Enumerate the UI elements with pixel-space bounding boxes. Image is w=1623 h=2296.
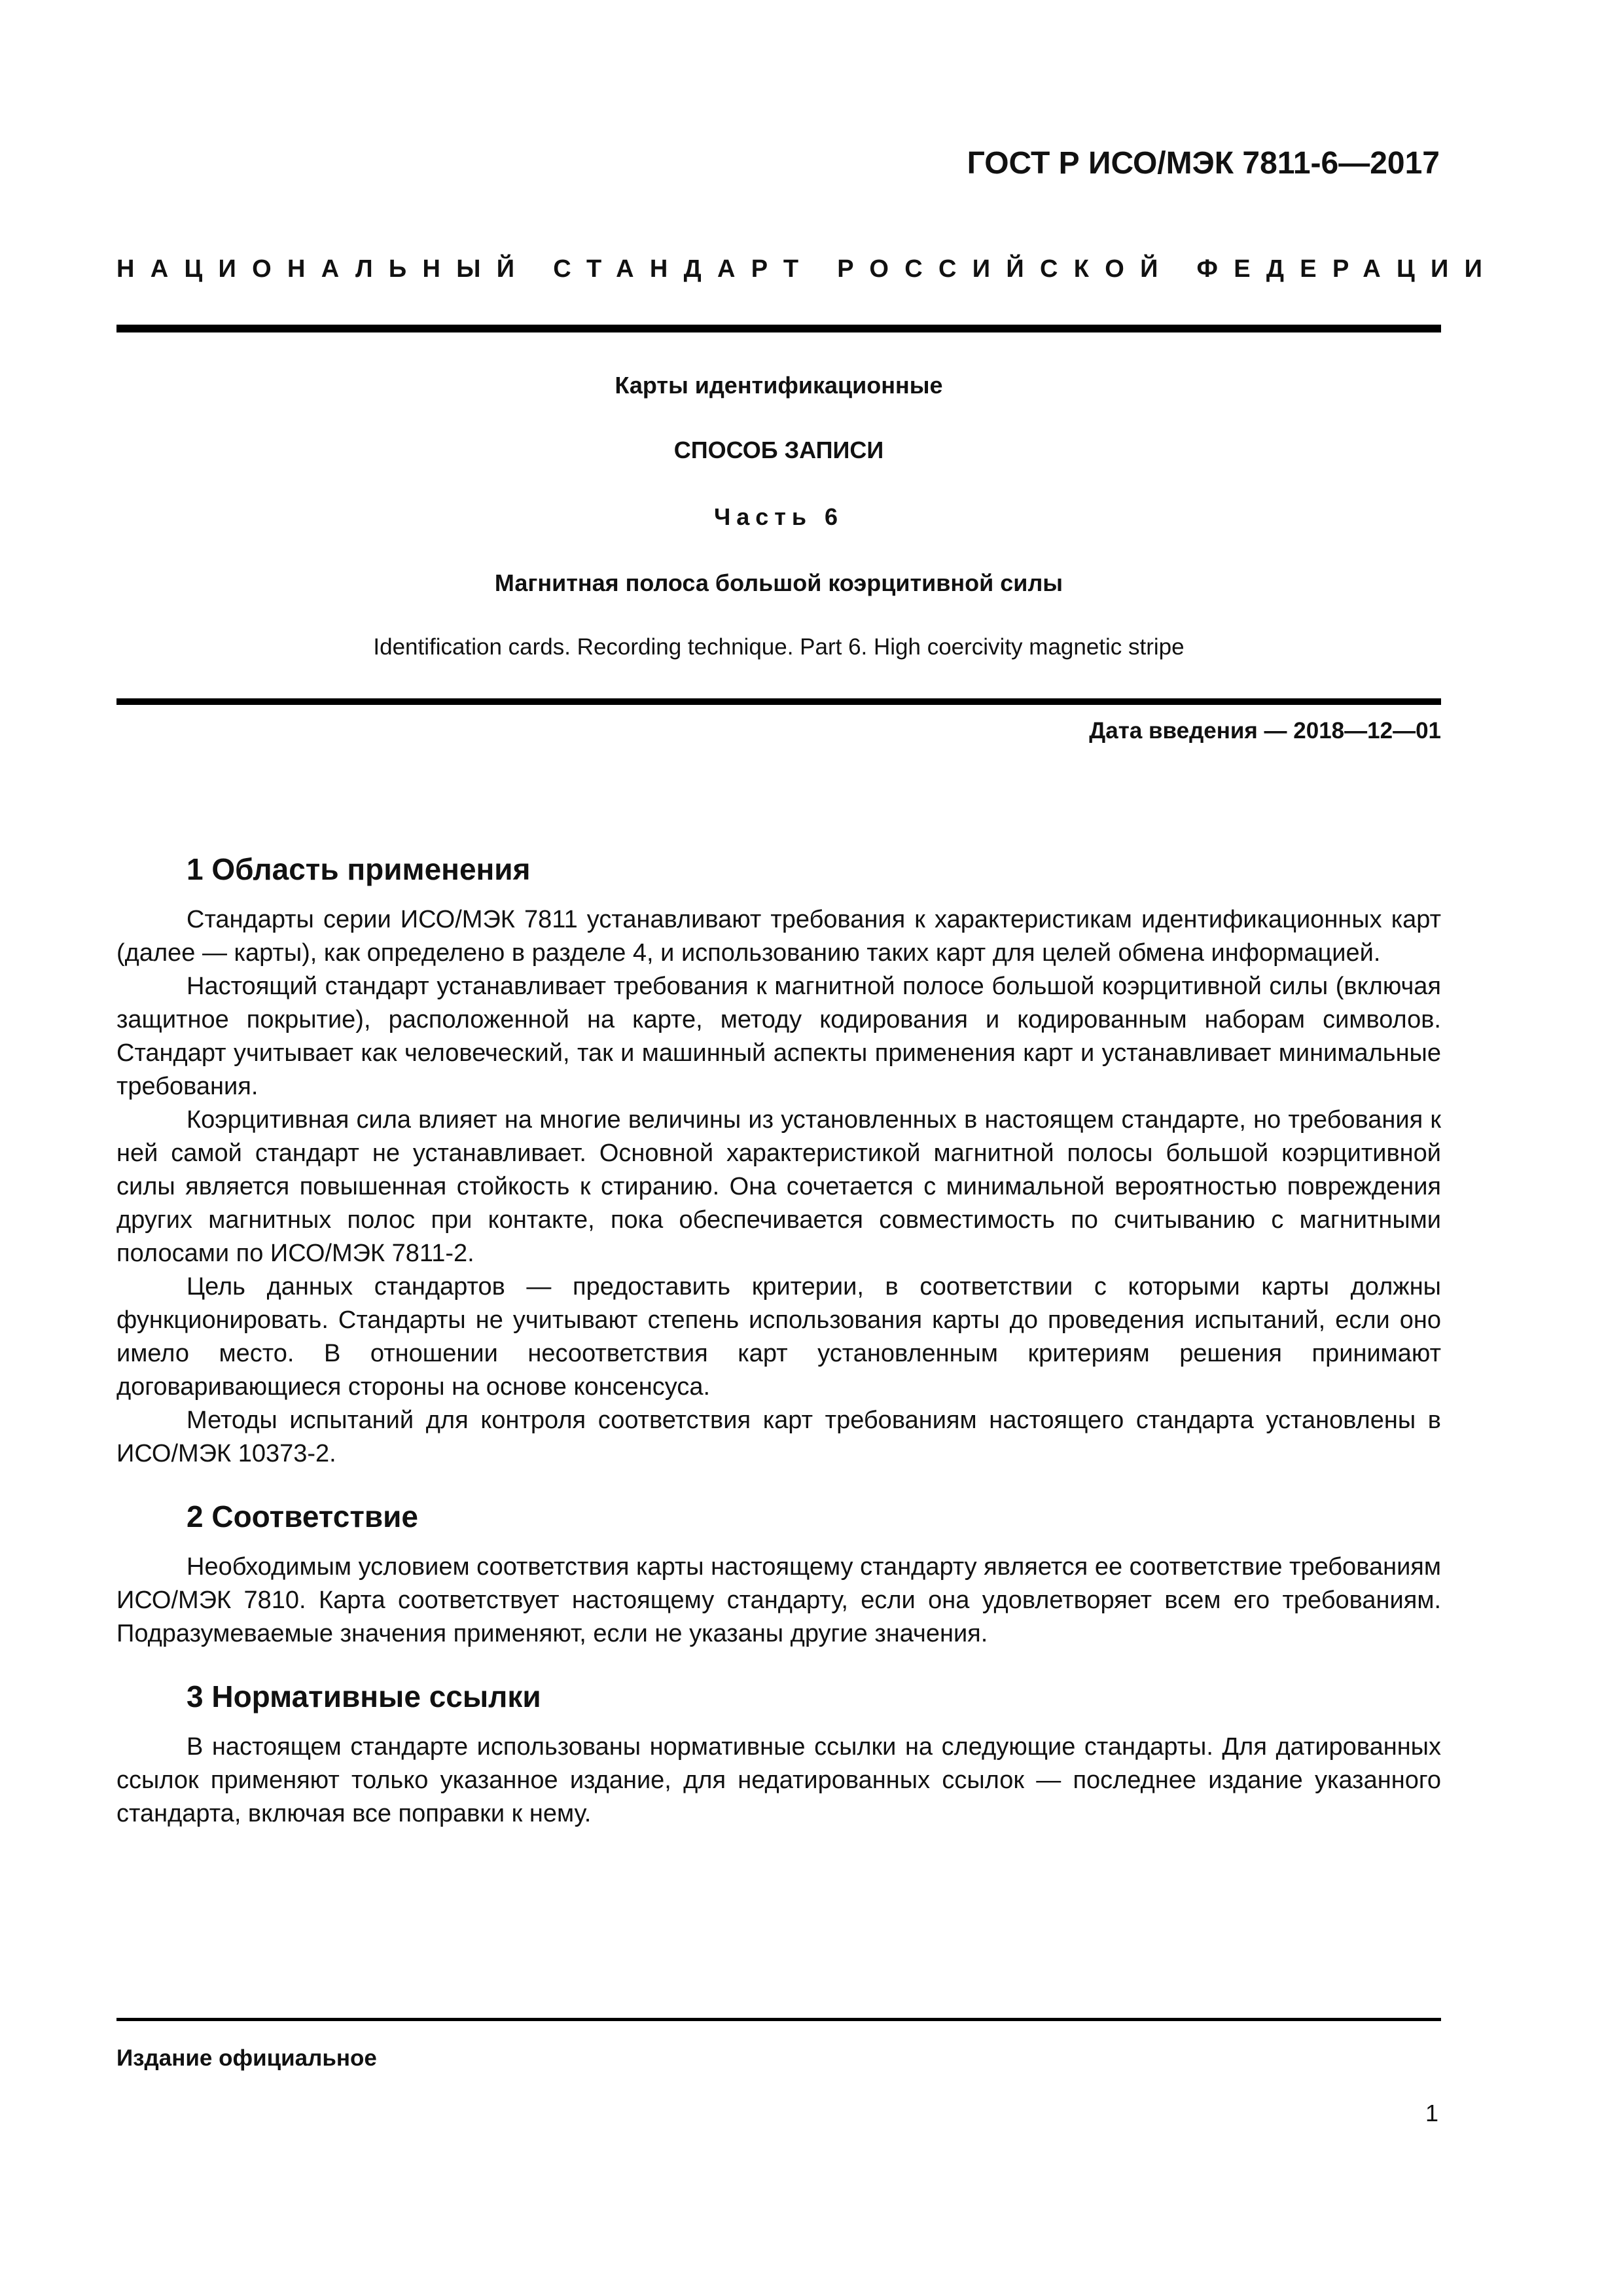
paragraph: Коэрцитивная сила влияет на многие величины из установленных в настоящем стандарте, но требования к ней самой стандарт не устанавливает. Основной характеристикой магнитной полосы большой коэрцитивной силы является повышенная стойкость к стиранию. Она сочетается с минимальной вероятностью повреждения других магнитных полос при контакте, пока обеспечивается совместимость по считыванию с магнитными полосами по ИСО/МЭК 7811-2. — [116, 1106, 1441, 1267]
paragraph: Методы испытаний для контроля соответствия карт требованиям настоящего стандарта установлены в ИСО/МЭК 10373-2. — [116, 1407, 1441, 1467]
official-edition-label: Издание официальное — [116, 2045, 377, 2071]
paragraph: Необходимым условием соответствия карты настоящему стандарту является ее соответствие требованиям ИСО/МЭК 7810. Карта соответствует настоящему стандарту, если она удовлетворяет всем его требованиям. Подразумеваемые значения применяют, если не указаны другие значения. — [116, 1553, 1441, 1647]
section-normative-references — [116, 1677, 1441, 1831]
paragraph: Настоящий стандарт устанавливает требования к магнитной полосе большой коэрцитивной силы (включая защитное покрытие), расположенной на карте, методу кодирования и кодированным наборам символов. Стандарт учитывает как человеческий, так и машинный аспекты применения карт и устанавливает минимальные требования. — [116, 973, 1441, 1100]
title-subject: Магнитная полоса большой коэрцитивной силы — [494, 569, 1063, 596]
section-heading: 3 Нормативные ссылки — [187, 1679, 541, 1713]
paragraph: В настоящем стандарте использованы нормативные ссылки на следующие стандарты. Для датированных ссылок применяют только указанное издание, для недатированных ссылок — последнее издание указанного стандарта, включая все поправки к нему. — [116, 1733, 1441, 1827]
paragraph: Стандарты серии ИСО/МЭК 7811 устанавливают требования к характеристикам идентификационных карт (далее — карты), как определено в разделе 4, и использованию таких карт для целей обмена информацией. — [116, 906, 1441, 967]
footer-rule — [116, 2018, 1441, 2021]
document-code: ГОСТ Р ИСО/МЭК 7811-6—2017 — [967, 146, 1440, 181]
section-heading: 2 Соответствие — [187, 1499, 418, 1534]
section-conformance — [116, 1497, 1441, 1651]
english-title: Identification cards. Recording technique. Part 6. High coercivity magnetic stripe — [373, 634, 1185, 660]
body-content — [116, 850, 1441, 1831]
title-part: Часть 6 — [713, 503, 844, 530]
title-line-2: СПОСОБ ЗАПИСИ — [673, 437, 884, 463]
introduction-date: Дата введения — 2018—12—01 — [1089, 718, 1441, 744]
title-line-1: Карты идентификационные — [615, 372, 943, 399]
paragraph: Цель данных стандартов — предоставить критерии, в соответствии с которыми карты должны функционировать. Стандарты не учитывают степень использования карты до проведения испытаний, если оно имело место. В отношении несоответствия карт установленным критериям решения принимают договаривающиеся стороны на основе консенсуса. — [116, 1273, 1441, 1401]
section-heading: 1 Область применения — [187, 852, 531, 886]
title-rule — [116, 698, 1441, 705]
section-scope — [116, 850, 1441, 1471]
top-rule — [116, 325, 1441, 332]
page-number: 1 — [1425, 2100, 1438, 2126]
national-standard-heading: НАЦИОНАЛЬНЫЙ СТАНДАРТ РОССИЙСКОЙ ФЕДЕРАЦИИ — [116, 255, 1499, 283]
